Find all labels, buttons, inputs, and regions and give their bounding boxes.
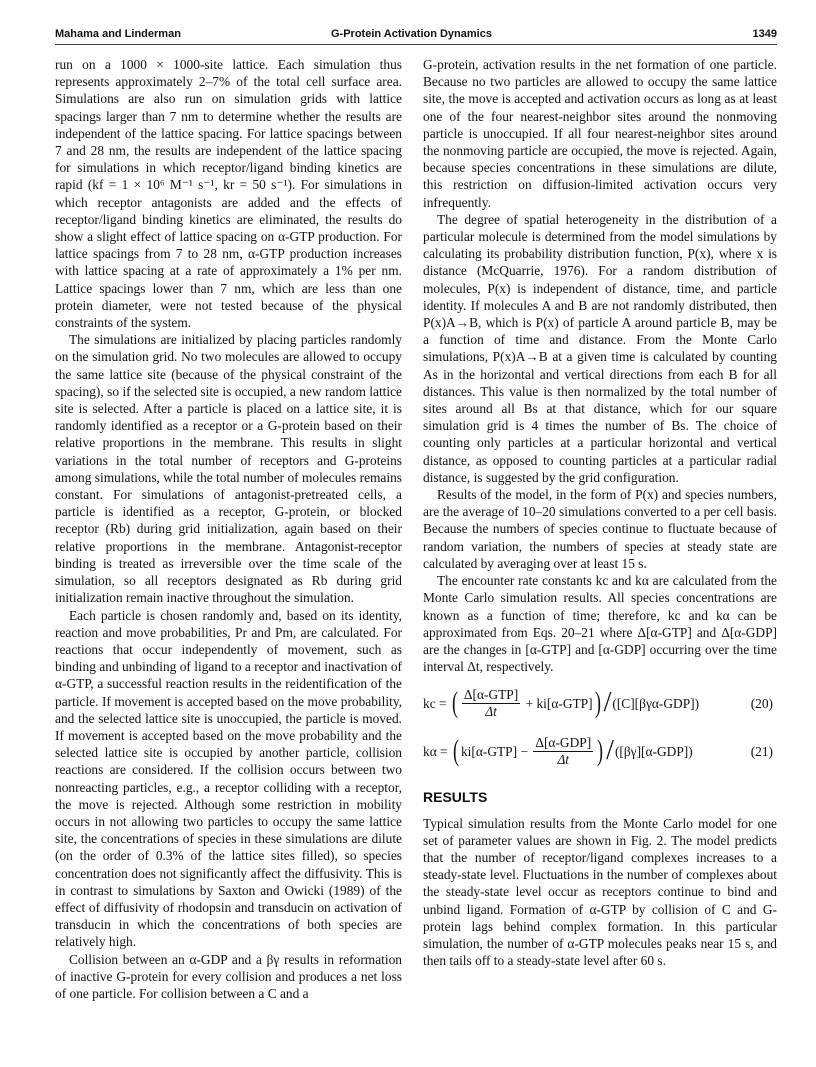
- eq20-number: (20): [750, 696, 773, 712]
- eq21-fraction: [533, 735, 593, 768]
- left-column: [55, 56, 402, 1002]
- paragraph: run on a 1000 × 1000-site lattice. Each simulation thus represents approximately 2–7% of the total cell surface area. Simulations are also run on simulation grids with lattice spacings larger than 7 nm to determine whether the results are independent of the lattice spacing. For lattice spacings between 7 and 28 nm, the results are independent of the lattice spacing for simulations in which receptor/ligand binding kinetics are rapid (kf = 1 × 10⁶ M⁻¹ s⁻¹, kr = 50 s⁻¹). For simulations in which receptor antagonists are added and the effects of receptor/ligand binding kinetics are eliminated, the results do show a slight effect of lattice spacing on α-GTP production. For lattice spacings from 7 to 28 nm, α-GTP production increases with lattice spacing at a rate of approximately a 1% per nm. Lattice spacings lower than 7 nm, which are less than one protein diameter, were not tested because of the physical constraints of the system.: [55, 57, 402, 331]
- paragraph: The simulations are initialized by placing particles randomly on the simulation grid. No two molecules are allowed to occupy the same lattice site (because of the physical constraint of the spacing), so if the selected site is occupied, a new random lattice site is selected. After a particle is placed on a lattice site, it is randomly identified as a receptor or a G-protein based on their relative proportions in the membrane. This results in slight variations in the total number of receptors and G-proteins among simulations, while the total number of molecules remains constant. For simulations of antagonist-pretreated cells, a particle is identified as a receptor, G-protein, or blocked receptor (Rb) during grid initialization, again based on their relative proportions in the membrane. Antagonist-receptor binding is treated as irreversible over the time scale of the simulation, so all receptors designated as Rb during grid initialization remain inactive throughout the simulation.: [55, 332, 402, 606]
- paragraph: The degree of spatial heterogeneity in the distribution of a particular molecule is determined from the model simulations by calculating its probability distribution function, P(x), where x is distance (McQuarrie, 1976). For a random distribution of molecules, P(x) is independent of distance, time, and particle identity. If molecules A and B are not randomly distributed, then P(x)A→B, which is P(x) of particle A around particle B, may be a function of time and distance. From the Monte Carlo simulations, P(x)A→B at a given time is calculated by counting As in the horizontal and vertical directions from each B for all distances. This value is then normalized by the total number of sites around all Bs at that distance, which for our square simulation grid is 4 times the number of Bs. The choice of counting only particles at a particular horizontal and vertical distance, as opposed to counting particles at a particular radial distance, is suggested by the grid configuration.: [423, 211, 777, 485]
- eq21-first: ki[α-GTP] −: [460, 743, 528, 759]
- header-title: G-Protein Activation Dynamics: [331, 28, 492, 40]
- paragraph: Typical simulation results from the Monte Carlo model for one set of parameter values are shown in Fig. 2. The model predicts that the number of receptor/ligand complexes increases to a steady-state level. Fluctuations in the number of complexes about the steady-state level occur as receptors continue to bind and unbind ligand. Formation of α-GTP by collision of C and G-protein lags behind complex formation. In this particular simulation, the number of α-GTP molecules peaks near 15 s, and then tails off to a steady-state level after 60 s.: [423, 815, 777, 969]
- equation-21: kα = ( ki[α-GTP] − $\frac{\text{Δ[α-GDP]}}{\Delta t}$ ) / ([βγ][α-GDP]) (21): [423, 734, 773, 768]
- header-authors: Mahama and Linderman: [55, 28, 181, 40]
- eq20-lhs: kc =: [423, 695, 447, 711]
- eq21-numerator: Δ[α-GDP]: [535, 734, 592, 750]
- eq20-rhs: ([C][βγα-GDP]): [612, 695, 700, 711]
- eq21-number: (21): [750, 744, 773, 760]
- paragraph: The encounter rate constants kc and kα are calculated from the Monte Carlo simulation results. All species concentrations are known as a function of time; therefore, kc and kα can be approximated from Eqs. 20–21 where Δ[α-GTP] and Δ[α-GDP] are the changes in [α-GTP] and [α-GDP] occurring over the time interval Δt, respectively.: [423, 573, 777, 675]
- paragraph: Collision between an α-GDP and a βγ results in reformation of inactive G-protein for every collision and produces a net loss of one particle. For collision between a C and a: [55, 951, 402, 1001]
- paragraph: Each particle is chosen randomly and, based on its identity, reaction and move probabilities, Pr and Pm, are calculated. For reactions that occur independently of movement, such as binding and unbinding of ligand to a receptor and inactivation of α-GTP, a successful reaction results in the reidentification of the particle. If movement is accepted based on the move probability, and the selected lattice site is unoccupied, the particle is moved. If movement is accepted based on the move probability and the selected lattice site is occupied by another particle, collision reactions are considered. If the collision occurs between two nonreacting particles, e.g., a receptor colliding with a receptor, the move is rejected. Although some restriction in mobility occurs in not allowing two particles to occupy the same lattice site, the concentrations of species in these simulations are dilute (on the order of 0.3% of the lattice sites filled), so species concentration does not significantly affect the diffusivity. This is in contrast to simulations by Saxton and Owicki (1989) of the effect of diffusivity of rhodopsin and transducin on activation of transducin in which the concentrations of both species are relatively high.: [55, 607, 402, 950]
- eq20-denominator: Δt: [485, 703, 497, 719]
- header-rule: [55, 44, 777, 45]
- eq21-rhs: ([βγ][α-GDP]): [614, 743, 693, 759]
- eq21-denominator: Δt: [557, 751, 570, 767]
- eq20-numerator: Δ[α-GTP]: [463, 686, 519, 702]
- eq20-middle: + ki[α-GTP]: [525, 695, 593, 711]
- paragraph: G-protein, activation results in the net formation of one particle. Because no two particles are allowed to occupy the same lattice site, the move is accepted and activation occurs as long as at least one of the four nearest-neighbor sites around the nonmoving particle is unoccupied. If all four nearest-neighbor sites around the nonmoving particle are occupied, the move is rejected. Again, because species concentrations in these simulations are dilute, this restriction on diffusion-limited activation occurs very infrequently.: [423, 57, 777, 210]
- equation-20: kc = ( $\frac{\text{Δ[α-GTP]}}{\Delta t}$ + ki[α-GTP] ) / ([C][βγα-GDP]) (20): [423, 686, 773, 720]
- eq20-fraction: [462, 687, 520, 720]
- right-column: [423, 56, 777, 969]
- page-number: 1349: [752, 28, 777, 40]
- eq21-lhs: kα =: [423, 743, 448, 759]
- paragraph: Results of the model, in the form of P(x) and species numbers, are the average of 10–20 simulations converted to a per cell basis. Because the numbers of species continue to fluctuate because of random variation, the numbers of species at steady state are calculated by averaging over at least 15 s.: [423, 487, 777, 571]
- section-heading: RESULTS: [423, 789, 488, 806]
